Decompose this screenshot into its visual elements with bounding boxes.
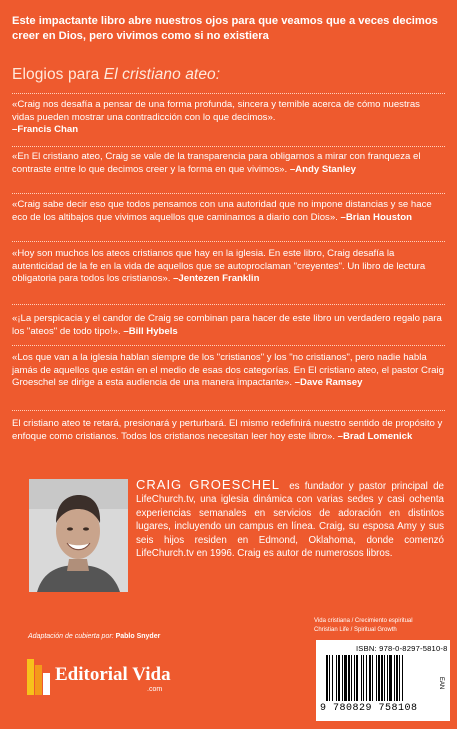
barcode-bar bbox=[363, 655, 364, 701]
quote-text: «Los que van a la iglesia hablan siempre de los "cristianos" y los "no cristianos", pero nadie habla jamás de aquellos que están en el medio de esas dos categorías. En El cristiano ateo, el pastor Craig Groeschel se dirige a esta audiencia de una manera impactante». bbox=[12, 352, 444, 389]
barcode-digits: 9 780829 758108 bbox=[320, 703, 418, 714]
divider bbox=[12, 146, 445, 147]
barcode bbox=[316, 640, 450, 721]
quote-text: «Craig nos desafía a pensar de una forma profunda, sincera y temible acerca de cómo nuestras vidas pueden mostrar una contradicción con lo que decimos». bbox=[12, 99, 420, 123]
barcode-bar bbox=[376, 655, 377, 701]
quote-francis-chan bbox=[12, 99, 444, 137]
quote-jentezen-franklin bbox=[12, 248, 444, 286]
barcode-bar bbox=[336, 655, 337, 701]
divider bbox=[12, 193, 445, 194]
cover-adaptation-credit bbox=[28, 633, 160, 640]
barcode-bars bbox=[326, 655, 444, 701]
barcode-bar bbox=[361, 655, 362, 701]
author-photo bbox=[29, 479, 128, 592]
adaptation-label: Adaptación de cubierta por: bbox=[28, 633, 114, 640]
barcode-bar bbox=[381, 655, 383, 701]
barcode-bar bbox=[366, 655, 367, 701]
quote-text: «¡La perspicacia y el candor de Craig se combinan para hacer de este libro un verdadero regalo para los "ateos" de todo tipo!». bbox=[12, 313, 442, 337]
quote-brad-lomenick bbox=[12, 418, 444, 443]
quote-dave-ramsey bbox=[12, 352, 444, 390]
barcode-bar bbox=[378, 655, 380, 701]
isbn-number: ISBN: 978-0-8297-5810-8 bbox=[356, 644, 448, 653]
divider bbox=[12, 304, 445, 305]
quote-author: –Brad Lomenick bbox=[337, 430, 413, 442]
barcode-bar bbox=[338, 655, 340, 701]
barcode-bar bbox=[354, 655, 355, 701]
publisher-mark-icon bbox=[27, 659, 50, 695]
author-name: CRAIG GROESCHEL bbox=[136, 477, 280, 492]
barcode-bar bbox=[399, 655, 400, 701]
barcode-bar bbox=[326, 655, 328, 701]
divider bbox=[12, 410, 445, 411]
quote-text: «Craig sabe decir eso que todos pensamos con una autoridad que no impone distancias y se hace eco de los altibajos que vivimos aquellos que caminamos a diario con Dios». bbox=[12, 199, 432, 223]
barcode-bar bbox=[387, 655, 388, 701]
barcode-bar bbox=[372, 655, 373, 701]
quote-brian-houston bbox=[12, 199, 444, 224]
barcode-bar bbox=[332, 655, 333, 701]
publisher-name: Editorial Vida bbox=[55, 664, 171, 685]
barcode-bar bbox=[344, 655, 347, 701]
divider bbox=[12, 241, 445, 242]
praise-title-book: El cristiano ateo: bbox=[103, 66, 221, 83]
divider bbox=[12, 345, 445, 346]
praise-title-prefix: Elogios para bbox=[12, 66, 104, 83]
barcode-bar bbox=[369, 655, 371, 701]
barcode-bar bbox=[389, 655, 392, 701]
category-spanish: Vida cristiana / Crecimiento espiritual bbox=[314, 618, 413, 624]
barcode-bar bbox=[396, 655, 398, 701]
barcode-bar bbox=[348, 655, 350, 701]
quote-author: –Brian Houston bbox=[340, 211, 412, 223]
barcode-bar bbox=[356, 655, 358, 701]
adaptation-name: Pablo Snyder bbox=[115, 633, 161, 640]
barcode-bar bbox=[402, 655, 403, 701]
publisher-logo bbox=[27, 656, 187, 708]
quote-author: –Dave Ramsey bbox=[294, 377, 363, 389]
quote-text: El cristiano ateo te retará, presionará y perturbará. El mismo redefinirá nuestro sentido de propósito y enfoque como cristianos. Todos los cristianos necesitan leer hoy este libro». bbox=[12, 418, 443, 442]
barcode-bar bbox=[329, 655, 330, 701]
publisher-domain: .com bbox=[147, 686, 163, 693]
quote-author: –Jentezen Franklin bbox=[173, 273, 260, 285]
author-bio bbox=[136, 478, 444, 560]
quote-author: –Andy Stanley bbox=[289, 163, 356, 175]
praise-title bbox=[12, 66, 220, 84]
quote-author: –Francis Chan bbox=[12, 124, 79, 136]
divider bbox=[12, 93, 445, 94]
quote-text: «En El cristiano ateo, Craig se vale de la transparencia para obligarnos a mirar con franqueza el contraste entre lo que decimos creer y la forma en que vivimos». bbox=[12, 151, 421, 175]
author-portrait-image bbox=[29, 479, 128, 592]
barcode-bar bbox=[394, 655, 395, 701]
barcode-bar bbox=[342, 655, 343, 701]
barcode-bar bbox=[384, 655, 385, 701]
ean-label: EAN bbox=[437, 676, 444, 690]
category-english: Christian Life / Spiritual Growth bbox=[314, 627, 397, 633]
quote-andy-stanley bbox=[12, 151, 444, 176]
headline: Este impactante libro abre nuestros ojos para que veamos que a veces decimos creer en Dios, pero vivimos como si no existiera bbox=[12, 15, 438, 42]
quote-bill-hybels bbox=[12, 313, 444, 338]
barcode-bar bbox=[351, 655, 352, 701]
quote-author: –Bill Hybels bbox=[123, 325, 178, 337]
author-bio-text: es fundador y pastor principal de LifeChurch.tv, una iglesia dinámica con varias sedes y casi ochenta experiencias semanales en servicios de adoración en distintos lugares, incluyendo un campus en línea. Craig, su esposa Amy y sus seis hijos residen en Edmond, Oklahoma, donde comenzó LifeChurch.tv en 1996. Craig es autor de numerosos libros. bbox=[136, 481, 444, 560]
book-category bbox=[314, 617, 446, 635]
quote-text: «Hoy son muchos los ateos cristianos que hay en la iglesia. En este libro, Craig desafía la autenticidad de la fe en la vida de aquellos que se autoproclaman "creyentes". Un libro de lectura obligatoria para todos los cristianos». bbox=[12, 248, 426, 285]
